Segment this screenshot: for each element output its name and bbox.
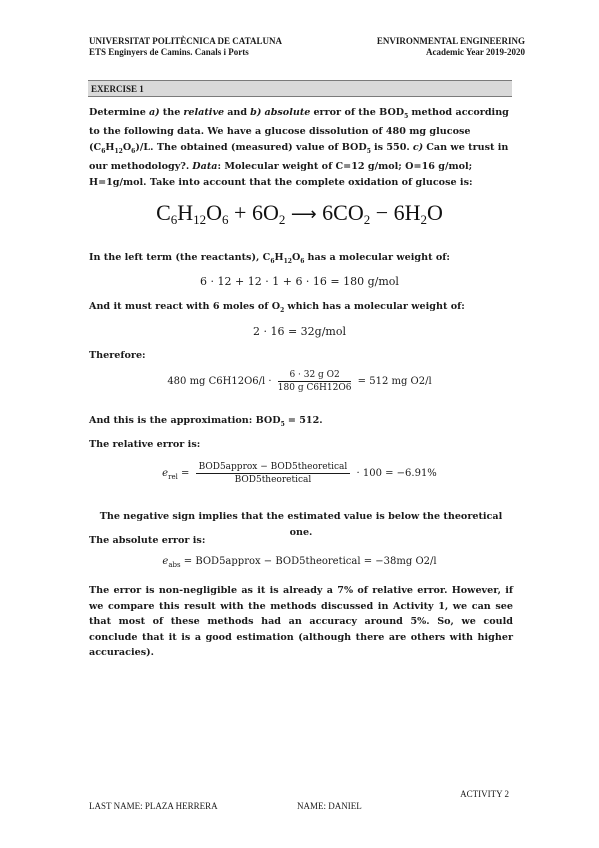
- left-term-b: has a molecular weight of:: [307, 252, 450, 263]
- stmt-absolute: absolute: [264, 107, 311, 118]
- eabs-sub: abs: [168, 561, 181, 569]
- stmt-b: b): [250, 107, 262, 118]
- approximation-line: And this is the approximation: $BOD_5 = 512$.: [89, 415, 323, 428]
- eq3-fraction: [278, 370, 352, 393]
- eq3-denominator: 180 g C6H12O6: [277, 383, 352, 393]
- abs-intro-text: The absolute error is:: [89, 535, 206, 546]
- activity-label: ACTIVITY 2: [460, 789, 509, 799]
- stmt-o6: 6: [131, 147, 136, 155]
- header-left: [89, 36, 282, 58]
- erel-tail: · 100 = −6.91%: [356, 468, 437, 479]
- therefore-text: Therefore:: [89, 350, 146, 361]
- equation-molecular-weight-o2: 2 · 16 = 32g/mol: [252, 325, 346, 338]
- stmt-rest3: )/L. The obtained (measured) value of BOD: [135, 141, 367, 153]
- last-name: LAST NAME: PLAZA HERRERA: [89, 801, 218, 811]
- stmt-relative: relative: [183, 107, 225, 118]
- first-name: NAME: DANIEL: [297, 801, 362, 811]
- academic-year: Academic Year 2019-2020: [426, 47, 525, 57]
- school-name: ETS Enginyers de Camins. Canals i Ports: [89, 47, 249, 57]
- stmt-a: a): [148, 107, 160, 118]
- eq3-left: 480 mg C6H12O6/l ·: [167, 376, 272, 387]
- left-term-line: In the left term (the reactants), $C_6H_{12}O_6$ has a molecular weight of:: [89, 252, 450, 265]
- erel-sub: rel: [168, 473, 178, 481]
- glucose-oxidation-reaction: $C_6H_{12}O_6 + 6O_2$ ⟶ $6CO_2 - 6H_2O$: [156, 200, 443, 227]
- stmt-rest6: : Molecular weight of C=12 g/mol; O=16 g/mol; H=1g/mol. Take into account that the complete oxidation of glucose is:: [89, 161, 473, 188]
- conclusion-text: The error is non-negligible as it is already a 7% of relative error. However, if we compare this result with the methods discussed in Activity 1, we can see that most of these methods had an accuracy around 5%. So, we could conclude that it is a good estimation (although there are others with higher accuracies).: [89, 585, 513, 658]
- stmt-sub5: 5: [404, 112, 409, 120]
- stmt-c6: 6: [101, 147, 106, 155]
- equation-absolute-error: $e_{abs}$ = BOD5approx − BOD5theoretical = −38mg O2/l: [162, 556, 437, 569]
- erel-denominator: BOD5theoretical: [234, 475, 312, 485]
- approx-a: And this is the approximation: BOD: [89, 415, 281, 426]
- stmt-rest4: is 550.: [373, 141, 410, 153]
- stmt-h12: 12: [114, 147, 123, 155]
- relative-error-intro: [89, 437, 513, 453]
- react-line: And it must react with 6 moles of $O_2$ which has a molecular weight of:: [89, 301, 465, 314]
- stmt-c: c): [412, 141, 424, 153]
- stmt-rest2: method according to the following data. We have a glucose dissolution of 480 mg glucose (C: [89, 107, 509, 153]
- stmt-h: H: [105, 141, 115, 153]
- stmt-sub5b: 5: [366, 147, 371, 155]
- left-term-a: In the left term (the reactants), C: [89, 252, 271, 263]
- exercise-title-bar: [88, 80, 512, 97]
- erel-numerator: BOD5approx − BOD5theoretical: [196, 462, 351, 474]
- conclusion-paragraph: [89, 583, 513, 661]
- absolute-error-intro: [89, 533, 513, 549]
- therefore-label: [89, 348, 513, 364]
- eq3-numerator: 6 · 32 g O2: [278, 370, 352, 382]
- equation-relative-error: $e_{rel}$ = $\frac{\text{BOD5approx − BOD5theoretical}}{\text{BOD5theoretical}}$ · 100 = −6.91%: [162, 462, 437, 485]
- rel-intro-text: The relative error is:: [89, 439, 201, 450]
- stmt-determine: Determine: [89, 107, 146, 118]
- eabs-tail: = −38mg O2/l: [363, 556, 437, 567]
- stmt-the: the: [162, 107, 181, 118]
- stmt-data-label: Data: [192, 161, 218, 173]
- university-name: UNIVERSITAT POLITÈCNICA DE CATALUNA: [89, 36, 282, 46]
- approx-b: = 512.: [287, 415, 323, 426]
- eq3-right: = 512 mg O2/l: [357, 376, 432, 387]
- negative-note-text: The negative sign implies that the estimated value is below the theoretical one.: [99, 511, 503, 538]
- exercise-title: EXERCISE 1: [91, 84, 144, 94]
- erel-fraction: [196, 462, 351, 485]
- equation-molecular-weight-glucose: 6 · 12 + 12 · 1 + 6 · 16 = 180 g/mol: [200, 275, 399, 288]
- erel-label: e: [162, 468, 169, 479]
- program-name: ENVIRONMENTAL ENGINEERING: [376, 36, 525, 46]
- stmt-rest5: Can we trust in our methodology?.: [89, 141, 509, 173]
- equation-bod-approximation: [0, 370, 599, 393]
- problem-statement: [89, 105, 513, 190]
- react-a: And it must react with 6 moles of O: [89, 301, 281, 312]
- stmt-and: and: [227, 107, 248, 118]
- header-right: [377, 36, 525, 58]
- eabs-label: e: [162, 556, 169, 567]
- eabs-expression: BOD5approx − BOD5theoretical: [195, 556, 361, 567]
- react-b: which has a molecular weight of:: [287, 301, 465, 312]
- stmt-o: O: [122, 141, 132, 153]
- stmt-rest1: error of the BOD: [313, 107, 405, 118]
